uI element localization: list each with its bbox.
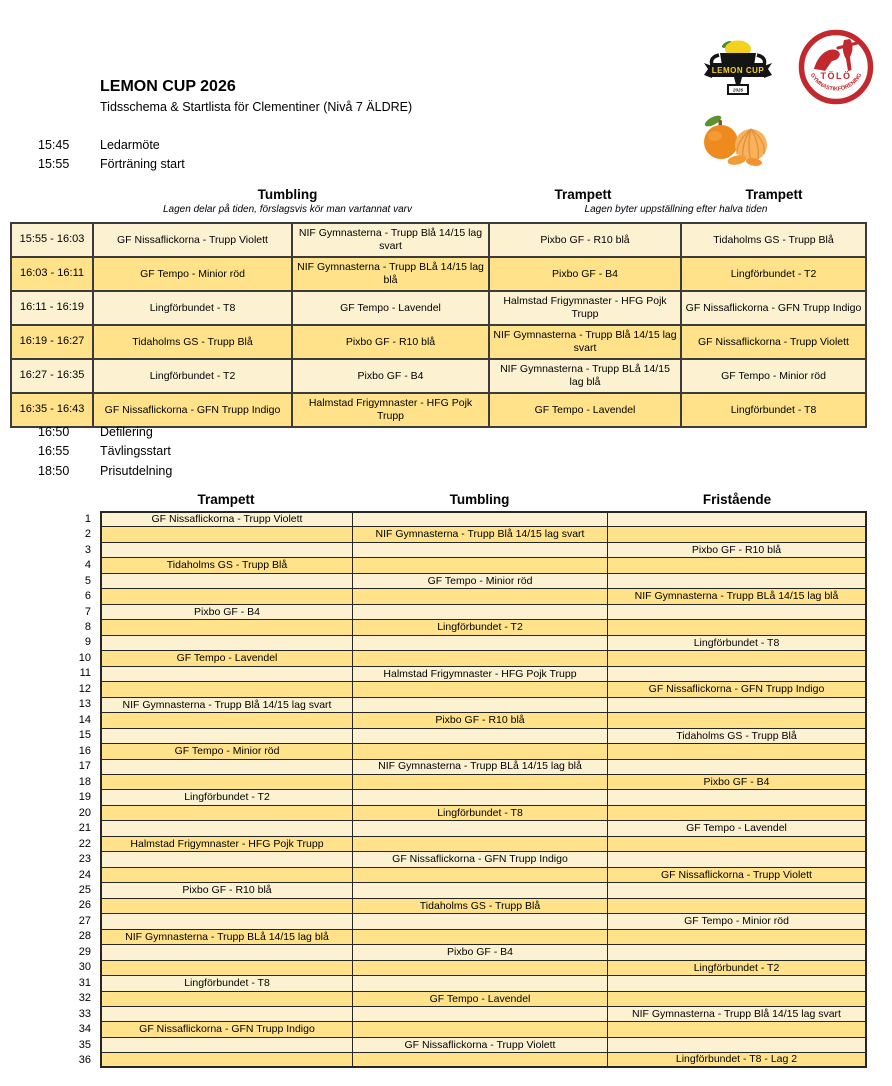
clementine-icon — [697, 110, 777, 166]
team-cell: GF Nissaflickorna - Trupp Violett — [607, 867, 867, 882]
time-cell: 16:03 - 16:11 — [19, 267, 84, 280]
start-list-row — [65, 526, 867, 541]
page-subtitle: Tidsschema & Startlista för Clementiner (Nivå 7 ÄLDRE) — [100, 100, 413, 114]
training-header-notes — [10, 204, 867, 217]
empty-cell — [607, 991, 867, 1006]
club-badge-icon — [797, 28, 875, 106]
empty-cell — [100, 573, 352, 588]
start-list-row — [65, 666, 867, 681]
start-list-row — [65, 743, 867, 758]
empty-cell — [352, 511, 607, 526]
row-number: 11 — [79, 667, 91, 680]
empty-cell — [352, 882, 607, 897]
empty-cell — [607, 573, 867, 588]
team-cell: Lingförbundet - T8 — [92, 292, 291, 324]
row-number: 5 — [84, 574, 91, 587]
empty-cell — [607, 1037, 867, 1052]
row-number: 7 — [84, 605, 91, 618]
row-number: 22 — [78, 837, 91, 850]
row-number: 28 — [78, 930, 91, 943]
team-cell: GF Nissaflickorna - GFN Trupp Indigo — [607, 681, 867, 696]
team-cell: GF Tempo - Minior röd — [352, 573, 607, 588]
time-cell: 16:35 - 16:43 — [19, 403, 85, 416]
empty-cell — [100, 944, 352, 959]
row-number: 29 — [78, 945, 91, 958]
team-cell: Lingförbundet - T8 — [100, 975, 352, 990]
row-number: 23 — [78, 853, 91, 866]
team-cell: GF Nissaflickorna - GFN Trupp Indigo — [100, 1021, 352, 1036]
row-number: 30 — [78, 961, 91, 974]
team-cell: NIF Gymnasterna - Trupp Blå 14/15 lag svart — [100, 697, 352, 712]
header-trampett: Trampett — [197, 492, 255, 507]
empty-cell — [607, 604, 867, 619]
training-row — [12, 324, 865, 358]
row-number: 27 — [78, 914, 91, 927]
start-list-row — [65, 650, 867, 665]
time-cell: 16:11 - 16:19 — [19, 301, 84, 314]
training-row — [12, 290, 865, 324]
start-list-row — [65, 991, 867, 1006]
team-cell: GF Tempo - Minior röd — [92, 258, 291, 290]
start-list-row — [65, 913, 867, 928]
clementine-image — [697, 110, 777, 171]
row-number: 18 — [78, 775, 91, 788]
empty-cell — [352, 975, 607, 990]
empty-cell — [100, 774, 352, 789]
empty-cell — [100, 1037, 352, 1052]
start-list-row — [65, 697, 867, 712]
start-list-row — [65, 851, 867, 866]
team-cell: Tidaholms GS - Trupp Blå — [352, 898, 607, 913]
row-number: 10 — [78, 651, 91, 664]
team-cell: Halmstad Frigymnaster - HFG Pojk Trupp — [100, 836, 352, 851]
empty-cell — [352, 836, 607, 851]
team-cell: GF Tempo - Lavendel — [352, 991, 607, 1006]
team-cell: Lingförbundet - T8 - Lag 2 — [607, 1052, 867, 1067]
start-list-row — [65, 511, 867, 526]
team-cell: Halmstad Frigymnaster - HFG Pojk Trupp — [291, 394, 488, 426]
row-number: 16 — [78, 744, 91, 757]
empty-cell — [100, 913, 352, 928]
row-number: 1 — [84, 512, 91, 525]
start-list-row — [65, 789, 867, 804]
empty-cell — [352, 650, 607, 665]
row-number: 15 — [78, 729, 91, 742]
team-cell: NIF Gymnasterna - Trupp BLå 14/15 lag blå — [352, 759, 607, 774]
start-list-row — [65, 774, 867, 789]
row-number: 31 — [78, 976, 91, 989]
empty-cell — [607, 975, 867, 990]
empty-cell — [352, 557, 607, 572]
team-cell: Pixbo GF - R10 blå — [352, 712, 607, 727]
time-cell: 15:55 - 16:03 — [19, 233, 85, 246]
start-list-row — [65, 836, 867, 851]
start-list-row — [65, 681, 867, 696]
schedule-label: Prisutdelning — [100, 463, 173, 478]
team-cell: NIF Gymnasterna - Trupp Blå 14/15 lag svart — [488, 326, 680, 358]
note-spacer — [10, 204, 90, 217]
empty-cell — [352, 681, 607, 696]
empty-cell — [352, 1021, 607, 1036]
row-number: 13 — [78, 698, 91, 711]
start-list-row — [65, 975, 867, 990]
start-list-row — [65, 635, 867, 650]
team-cell: Pixbo GF - B4 — [100, 604, 352, 619]
empty-cell — [100, 728, 352, 743]
schedule-line — [38, 442, 172, 462]
empty-cell — [100, 1052, 352, 1067]
team-cell: NIF Gymnasterna - Trupp BLå 14/15 lag blå — [488, 360, 680, 392]
tolo-name-text: TÖLÖ — [820, 71, 852, 81]
team-cell: NIF Gymnasterna - Trupp BLå 14/15 lag blå — [607, 588, 867, 603]
team-cell: Lingförbundet - T2 — [607, 960, 867, 975]
trampett-note: Lagen byter uppställning efter halva tiden — [584, 204, 768, 215]
team-cell: Lingförbundet - T8 — [680, 394, 865, 426]
empty-cell — [607, 697, 867, 712]
empty-cell — [100, 1006, 352, 1021]
team-cell: Tidaholms GS - Trupp Blå — [100, 557, 352, 572]
empty-cell — [607, 1021, 867, 1036]
empty-cell — [100, 712, 352, 727]
team-cell: NIF Gymnasterna - Trupp Blå 14/15 lag svart — [607, 1006, 867, 1021]
empty-cell — [607, 526, 867, 541]
start-list-row — [65, 1052, 867, 1067]
schedule-line — [38, 461, 172, 481]
page-title: LEMON CUP 2026 — [100, 78, 236, 95]
start-list-row — [65, 929, 867, 944]
schedule-label: Förträning start — [100, 157, 185, 172]
team-cell: Lingförbundet - T8 — [352, 805, 607, 820]
team-cell: Tidaholms GS - Trupp Blå — [607, 728, 867, 743]
team-cell: NIF Gymnasterna - Trupp Blå 14/15 lag svart — [352, 526, 607, 541]
empty-cell — [352, 1052, 607, 1067]
start-list-row — [65, 542, 867, 557]
training-row — [12, 224, 865, 256]
team-cell: Tidaholms GS - Trupp Blå — [680, 224, 865, 256]
start-list-row — [65, 588, 867, 603]
row-number: 4 — [84, 559, 91, 572]
empty-cell — [100, 681, 352, 696]
empty-cell — [607, 898, 867, 913]
empty-cell — [607, 805, 867, 820]
row-number: 9 — [84, 636, 91, 649]
start-list-row — [65, 867, 867, 882]
empty-cell — [607, 789, 867, 804]
start-list-table — [65, 511, 867, 1068]
empty-cell — [100, 898, 352, 913]
team-cell: Lingförbundet - T2 — [92, 360, 291, 392]
empty-cell — [352, 604, 607, 619]
empty-cell — [352, 820, 607, 835]
team-cell: GF Tempo - Lavendel — [607, 820, 867, 835]
team-cell: Lingförbundet - T8 — [607, 635, 867, 650]
time-cell: 16:19 - 16:27 — [19, 335, 85, 348]
team-cell: Halmstad Frigymnaster - HFG Pojk Trupp — [488, 292, 680, 324]
empty-cell — [607, 759, 867, 774]
empty-cell — [352, 960, 607, 975]
team-cell: Pixbo GF - B4 — [352, 944, 607, 959]
row-number: 33 — [78, 1007, 91, 1020]
row-number: 2 — [84, 528, 91, 541]
team-cell: Pixbo GF - R10 blå — [291, 326, 488, 358]
row-number: 20 — [78, 806, 91, 819]
start-list-row — [65, 805, 867, 820]
start-list-row — [65, 882, 867, 897]
schedule-label: Defilering — [100, 424, 153, 439]
start-list-row — [65, 712, 867, 727]
header-trampett-1: Trampett — [554, 187, 612, 202]
header-spacer — [10, 187, 90, 204]
empty-cell — [352, 728, 607, 743]
lemon-year-text: 2026 — [732, 87, 744, 93]
start-list-row — [65, 573, 867, 588]
row-number: 21 — [78, 822, 91, 835]
team-cell: GF Nissaflickorna - Trupp Violett — [352, 1037, 607, 1052]
trophy-icon — [700, 40, 776, 106]
training-row — [12, 256, 865, 290]
empty-cell — [352, 789, 607, 804]
team-cell: GF Tempo - Minior röd — [100, 743, 352, 758]
row-number: 34 — [78, 1023, 91, 1036]
schedule-time: 15:45 — [38, 137, 70, 152]
team-cell: GF Tempo - Lavendel — [100, 650, 352, 665]
team-cell: NIF Gymnasterna - Trupp Blå 14/15 lag svart — [291, 224, 488, 256]
team-cell: Pixbo GF - R10 blå — [607, 542, 867, 557]
empty-cell — [100, 666, 352, 681]
lemon-cup-trophy-logo — [700, 40, 776, 111]
pre-schedule-list — [38, 135, 185, 174]
row-number: 17 — [78, 760, 91, 773]
team-cell: GF Tempo - Minior röd — [607, 913, 867, 928]
team-cell: GF Tempo - Lavendel — [291, 292, 488, 324]
row-number: 19 — [78, 791, 91, 804]
empty-cell — [352, 913, 607, 928]
team-cell: NIF Gymnasterna - Trupp BLå 14/15 lag blå — [100, 929, 352, 944]
schedule-line — [38, 155, 185, 175]
row-number: 12 — [78, 682, 91, 695]
empty-cell — [607, 836, 867, 851]
start-list-header — [65, 492, 867, 509]
training-header-labels — [10, 187, 867, 204]
mid-schedule-list — [38, 422, 172, 481]
start-list-row — [65, 604, 867, 619]
schedule-time: 15:55 — [38, 157, 70, 172]
row-number: 6 — [84, 590, 91, 603]
training-row — [12, 392, 865, 426]
empty-cell — [100, 805, 352, 820]
empty-cell — [100, 867, 352, 882]
team-cell: NIF Gymnasterna - Trupp BLå 14/15 lag blå — [291, 258, 488, 290]
schedule-label: Tävlingsstart — [100, 444, 171, 459]
team-cell: GF Nissaflickorna - GFN Trupp Indigo — [92, 394, 291, 426]
schedule-line — [38, 135, 185, 155]
empty-cell — [100, 526, 352, 541]
empty-cell — [607, 882, 867, 897]
empty-cell — [352, 867, 607, 882]
empty-cell — [100, 542, 352, 557]
schedule-line — [38, 422, 172, 442]
empty-cell — [352, 588, 607, 603]
training-row — [12, 358, 865, 392]
empty-cell — [100, 759, 352, 774]
tumbling-note: Lagen delar på tiden, förslagsvis kör man vartannat varv — [162, 204, 413, 215]
header-tumbling: Tumbling — [257, 187, 318, 202]
row-number: 35 — [78, 1038, 91, 1051]
team-cell: GF Tempo - Minior röd — [680, 360, 865, 392]
empty-cell — [100, 619, 352, 634]
empty-cell — [352, 697, 607, 712]
empty-cell — [607, 944, 867, 959]
empty-cell — [100, 820, 352, 835]
empty-cell — [352, 635, 607, 650]
header-tumbling: Tumbling — [449, 492, 510, 507]
time-cell: 16:27 - 16:35 — [19, 369, 85, 382]
start-list-row — [65, 898, 867, 913]
row-number: 8 — [84, 621, 91, 634]
empty-cell — [607, 851, 867, 866]
schedule-time: 18:50 — [38, 463, 70, 478]
start-list-row — [65, 557, 867, 572]
start-list-row — [65, 1021, 867, 1036]
empty-cell — [607, 557, 867, 572]
lemon-banner-text: LEMON CUP — [711, 66, 765, 75]
team-cell: Lingförbundet - T2 — [352, 619, 607, 634]
empty-cell — [100, 635, 352, 650]
row-number: 36 — [78, 1054, 91, 1067]
header-trampett-2: Trampett — [745, 187, 803, 202]
empty-cell — [352, 1006, 607, 1021]
row-number: 25 — [78, 883, 91, 896]
team-cell: GF Tempo - Lavendel — [488, 394, 680, 426]
empty-cell — [607, 666, 867, 681]
team-cell: Pixbo GF - B4 — [607, 774, 867, 789]
header-spacer — [65, 492, 100, 509]
team-cell: Lingförbundet - T2 — [680, 258, 865, 290]
empty-cell — [607, 929, 867, 944]
team-cell: GF Nissaflickorna - GFN Trupp Indigo — [680, 292, 865, 324]
start-list-row — [65, 619, 867, 634]
team-cell: Pixbo GF - B4 — [488, 258, 680, 290]
team-cell: Pixbo GF - R10 blå — [488, 224, 680, 256]
empty-cell — [100, 960, 352, 975]
empty-cell — [100, 851, 352, 866]
header-fristaende: Fristående — [702, 492, 772, 507]
empty-cell — [352, 774, 607, 789]
tolo-subtitle-text: GYMNASTIKFÖRENING — [808, 72, 864, 93]
start-list-row — [65, 728, 867, 743]
team-cell: Pixbo GF - R10 blå — [100, 882, 352, 897]
empty-cell — [607, 743, 867, 758]
empty-cell — [607, 511, 867, 526]
empty-cell — [100, 588, 352, 603]
team-cell: Pixbo GF - B4 — [291, 360, 488, 392]
schedule-label: Ledarmöte — [100, 137, 160, 152]
empty-cell — [607, 619, 867, 634]
team-cell: GF Nissaflickorna - GFN Trupp Indigo — [352, 851, 607, 866]
team-cell: GF Nissaflickorna - Trupp Violett — [100, 511, 352, 526]
team-cell: GF Nissaflickorna - Trupp Violett — [680, 326, 865, 358]
start-list-row — [65, 1006, 867, 1021]
start-list-row — [65, 759, 867, 774]
tolo-gymnastics-club-logo — [797, 28, 875, 111]
row-number: 26 — [78, 899, 91, 912]
row-number: 14 — [78, 713, 91, 726]
row-number: 3 — [84, 543, 91, 556]
training-table-header — [10, 187, 867, 217]
team-cell: GF Nissaflickorna - Trupp Violett — [92, 224, 291, 256]
empty-cell — [352, 929, 607, 944]
start-list-row — [65, 960, 867, 975]
team-cell: Lingförbundet - T2 — [100, 789, 352, 804]
row-number: 24 — [78, 868, 91, 881]
schedule-time: 16:50 — [38, 424, 70, 439]
start-list-row — [65, 1037, 867, 1052]
empty-cell — [100, 991, 352, 1006]
team-cell: Tidaholms GS - Trupp Blå — [92, 326, 291, 358]
empty-cell — [607, 650, 867, 665]
start-list-row — [65, 820, 867, 835]
start-list-row — [65, 944, 867, 959]
training-table — [10, 222, 867, 428]
team-cell: Halmstad Frigymnaster - HFG Pojk Trupp — [352, 666, 607, 681]
empty-cell — [352, 743, 607, 758]
schedule-time: 16:55 — [38, 444, 70, 459]
row-number: 32 — [78, 992, 91, 1005]
empty-cell — [352, 542, 607, 557]
empty-cell — [607, 712, 867, 727]
